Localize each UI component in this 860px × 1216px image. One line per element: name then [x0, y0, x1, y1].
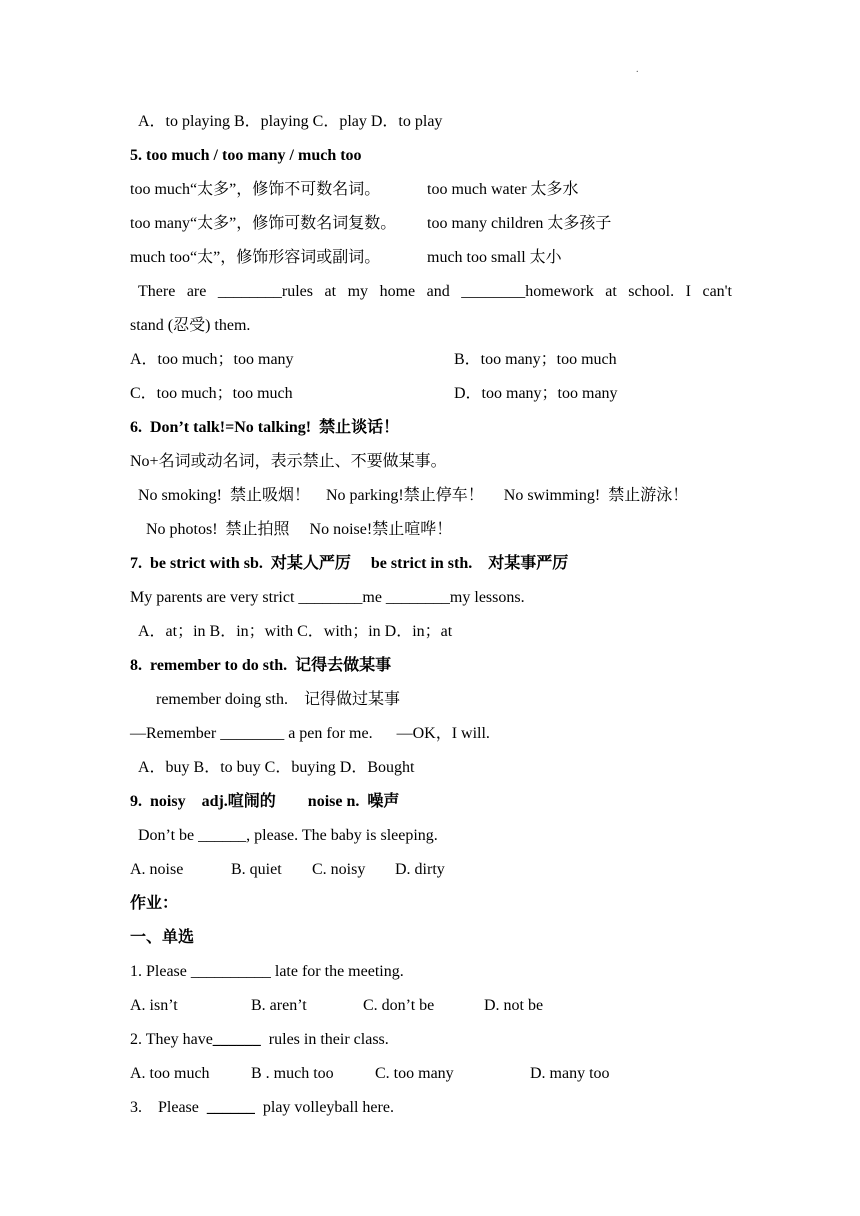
q8-stem: —Remember ________ a pen for me. —OK，I will.: [130, 725, 490, 742]
q9-option-b: B. quiet: [231, 861, 282, 878]
examples-no-1: No smoking! 禁止吸烟！ No parking!禁止停车！ No swimming! 禁止游泳！: [138, 487, 689, 504]
q5-option-d: D．too many；too many: [454, 385, 618, 402]
note-too-many: too many“太多”，修饰可数名词复数。: [130, 215, 397, 232]
note-too-much: too much“太多”，修饰不可数名词。: [130, 181, 381, 198]
q7-options: A．at；in B．in；with C．with；in D．in；at: [138, 623, 453, 640]
hw1-option-a: A. isn’t: [130, 997, 178, 1014]
hw1-stem: 1. Please __________ late for the meeting.: [130, 963, 404, 980]
q4-options: A．to playing B．playing C．play D．to play: [138, 113, 443, 130]
hw2-option-a: A. too much: [130, 1065, 210, 1082]
hw3-stem: [130, 1098, 394, 1118]
example-much-too: much too small 太小: [427, 249, 562, 266]
hw2-blank: ______: [212, 1031, 261, 1048]
hw1-option-d: D. not be: [484, 997, 544, 1014]
hw2-stem-post: rules in their class.: [260, 1031, 389, 1048]
q9-stem: Don’t be ______, please. The baby is sleeping.: [138, 827, 438, 844]
q5-option-a: A．too much；too many: [130, 351, 294, 368]
hw1-option-c: C. don’t be: [363, 997, 435, 1014]
heading-6: 6. Don’t talk!=No talking! 禁止谈话！: [130, 419, 400, 436]
heading-7: 7. be strict with sb. 对某人严厉 be strict in sth. 对某事严厉: [130, 555, 569, 572]
hw2-stem-pre: 2. They have: [130, 1031, 213, 1048]
section-single-choice: 一、单选: [130, 929, 195, 946]
q7-stem: My parents are very strict ________me ________my lessons.: [130, 589, 525, 606]
hw2-stem: [130, 1030, 389, 1050]
hw1-option-b: B. aren’t: [251, 997, 307, 1014]
note-remember-doing: remember doing sth. 记得做过某事: [156, 691, 400, 708]
q9-option-c: C. noisy: [312, 861, 366, 878]
hw2-option-c: C. too many: [375, 1065, 454, 1082]
examples-no-2: No photos! 禁止拍照 No noise!禁止喧哗！: [146, 521, 453, 538]
example-too-much: too much water 太多水: [427, 181, 579, 198]
q9-option-a: A. noise: [130, 861, 184, 878]
heading-9: 9. noisy adj.喧闹的 noise n. 噪声: [130, 793, 400, 810]
heading-5: 5. too much / too many / much too: [130, 147, 362, 164]
q5-option-c: C．too much；too much: [130, 385, 293, 402]
note-no-plus-noun: No+名词或动名词，表示禁止、不要做某事。: [130, 453, 447, 470]
hw3-stem-post: play volleyball here.: [254, 1099, 394, 1116]
hw2-option-b: B . much too: [251, 1065, 334, 1082]
q5-stem-line2: stand (忍受) them.: [130, 317, 251, 334]
heading-8: 8. remember to do sth. 记得去做某事: [130, 657, 392, 674]
q8-options: A．buy B．to buy C．buying D．Bought: [138, 759, 415, 776]
hw3-blank: ______: [206, 1099, 255, 1116]
hw3-stem-pre: 3. Please: [130, 1099, 207, 1116]
q5-stem-line1: There are ________rules at my home and ________homework at school. I can't: [138, 283, 732, 300]
hw2-option-d: D. many too: [530, 1065, 610, 1082]
note-much-too: much too“太”，修饰形容词或副词。: [130, 249, 381, 266]
q9-option-d: D. dirty: [395, 861, 445, 878]
homework-title: 作业：: [130, 895, 179, 912]
header-mark: .: [636, 64, 639, 75]
example-too-many: too many children 太多孩子: [427, 215, 612, 232]
q5-option-b: B．too many；too much: [454, 351, 617, 368]
